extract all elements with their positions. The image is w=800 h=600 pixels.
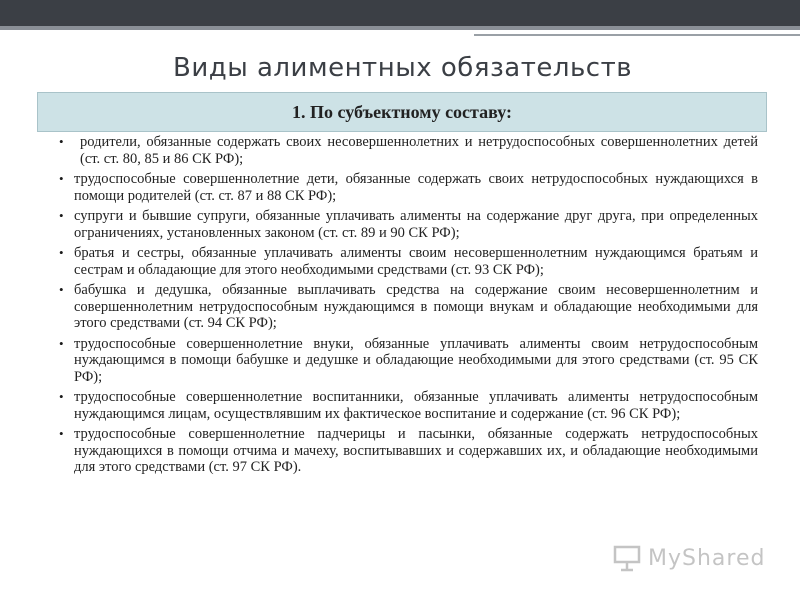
bullet-text: братья и сестры, обязанные уплачивать алименты своим несовершеннолетним нуждающимся братьям и сестрам и обладающие для этого необходимыми средствами (ст. 93 СК РФ); bbox=[74, 245, 758, 278]
list-item bbox=[58, 336, 758, 386]
bullet-list bbox=[58, 134, 758, 480]
bullet-text: трудоспособные совершеннолетние внуки, обязанные уплачивать алименты своим нетрудоспособным нуждающимся в помощи бабушке и дедушке и обладающие необходимыми для этого средствами (ст. 95 СК РФ); bbox=[74, 335, 758, 385]
header-divider-line bbox=[474, 34, 800, 36]
presentation-board-icon bbox=[612, 543, 642, 573]
header-bar bbox=[0, 0, 800, 26]
header-accent-stripe bbox=[0, 26, 800, 30]
bullet-icon: • bbox=[59, 335, 64, 351]
watermark-text: MyShared bbox=[648, 545, 766, 571]
bullet-text: трудоспособные совершеннолетние дети, обязанные содержать своих нетрудоспособных нуждающихся в помощи родителей (ст. ст. 87 и 88 СК РФ); bbox=[74, 171, 758, 204]
bullet-icon: • bbox=[59, 134, 64, 149]
bullet-icon: • bbox=[59, 389, 64, 404]
bullet-icon: • bbox=[59, 208, 64, 223]
bullet-text: трудоспособные совершеннолетние падчерицы и пасынки, обязанные содержать нетрудоспособных нуждающихся в помощи отчима и мачеху, воспитывавших и содержавших их, и обладающие необходимыми для этого средствами (ст. 97 СК РФ). bbox=[74, 426, 758, 475]
bullet-icon: • bbox=[59, 426, 64, 441]
bullet-text: родители, обязанные содержать своих несовершеннолетних и нетрудоспособных совершеннолетних детей (ст. ст. 80, 85 и 86 СК РФ); bbox=[80, 134, 758, 167]
list-item bbox=[58, 426, 758, 476]
watermark bbox=[612, 541, 782, 575]
bullet-text: трудоспособные совершеннолетние воспитанники, обязанные уплачивать алименты нетрудоспособным нуждающимся лицам, осуществлявшим их фактическое воспитание и содержание (ст. 96 СК РФ); bbox=[74, 389, 758, 422]
slide-title: Виды алиментных обязательств bbox=[173, 53, 633, 83]
list-item bbox=[58, 134, 758, 167]
list-item bbox=[58, 171, 758, 204]
list-item bbox=[58, 245, 758, 278]
bullet-icon: • bbox=[59, 171, 64, 186]
list-item bbox=[58, 282, 758, 332]
subtitle-text: 1. По субъектному составу: bbox=[292, 101, 512, 122]
bullet-icon: • bbox=[59, 282, 64, 297]
bullet-icon: • bbox=[59, 245, 64, 260]
bullet-text: супруги и бывшие супруги, обязанные уплачивать алименты на содержание друг друга, при определенных ограничениях, установленных законом (ст. ст. 89 и 90 СК РФ); bbox=[74, 208, 758, 241]
subtitle-banner bbox=[37, 92, 767, 132]
bullet-text: бабушка и дедушка, обязанные выплачивать средства на содержание своим несовершеннолетним и совершеннолетним нетрудоспособным нуждающимся в помощи внукам и обладающие необходимыми для этого средствами (ст. 94 СК РФ); bbox=[74, 282, 758, 331]
list-item bbox=[58, 208, 758, 241]
list-item bbox=[58, 389, 758, 422]
